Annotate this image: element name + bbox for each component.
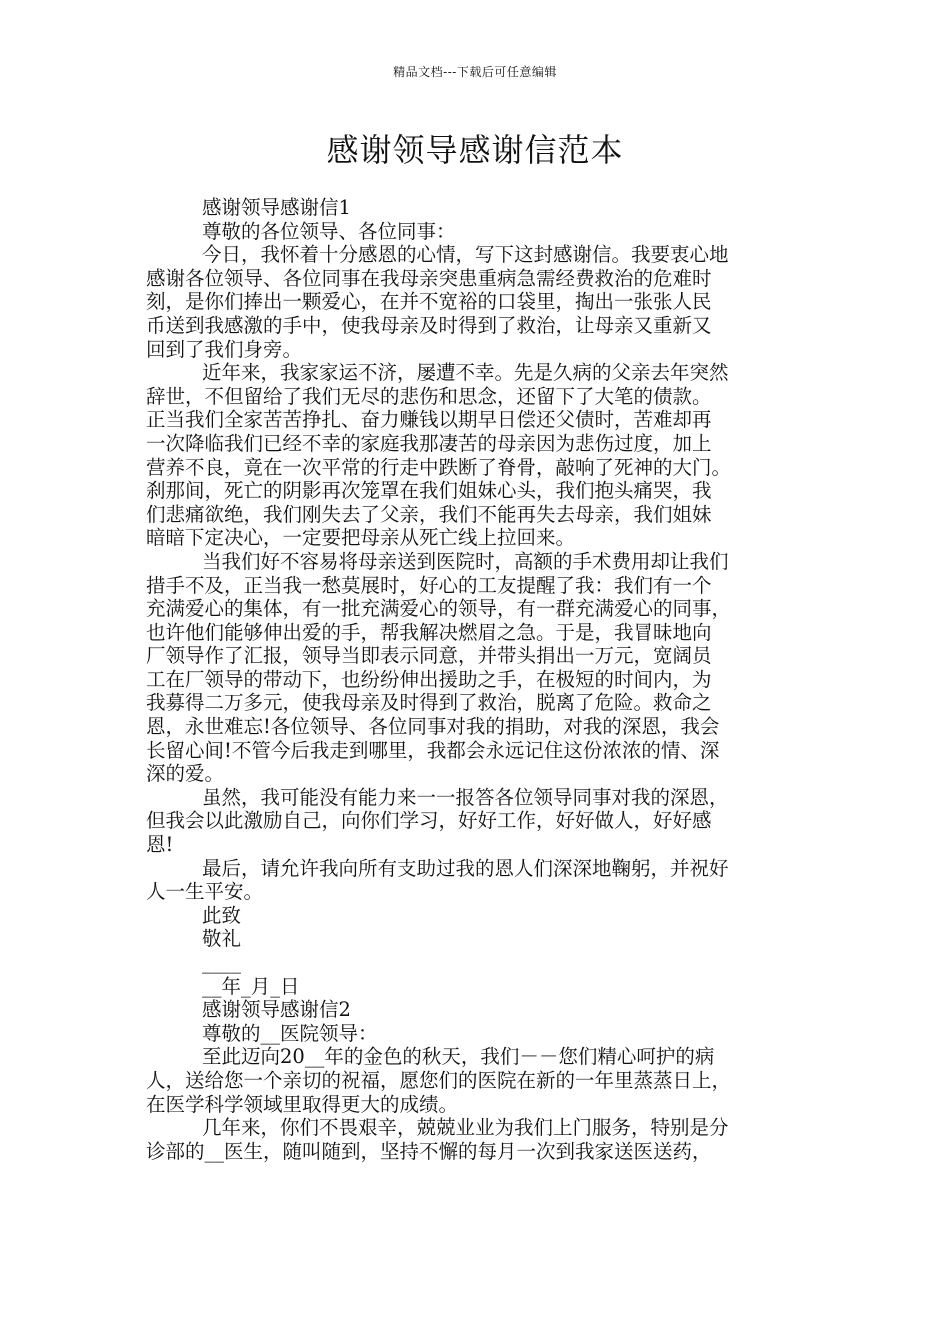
text-line: 恩! xyxy=(146,833,174,857)
text-line: 人一生平安。 xyxy=(146,880,264,904)
document-title: 感谢领导感谢信范本 xyxy=(326,131,624,169)
text-line: 感谢领导感谢信2 xyxy=(202,998,351,1022)
text-line: 当我们好不容易将母亲送到医院时，高额的手术费用却让我们 xyxy=(202,549,729,573)
text-line: 感谢各位领导、各位同事在我母亲突患重病急需经费救治的危难时 xyxy=(146,266,712,290)
text-line: 今日，我怀着十分感恩的心情，写下这封感谢信。我要衷心地 xyxy=(202,243,729,267)
text-line: 措手不及，正当我一愁莫展时，好心的工友提醒了我：我们有一个 xyxy=(146,573,712,597)
text-line: 一次降临我们已经不幸的家庭我那凄苦的母亲因为悲伤过度，加上 xyxy=(146,431,712,455)
text-line: 最后，请允许我向所有支助过我的恩人们深深地鞠躬，并祝好 xyxy=(202,856,729,880)
text-line: 虽然，我可能没有能力来一一报答各位领导同事对我的深恩， xyxy=(202,785,729,809)
text-line: 长留心间!不管今后我走到哪里，我都会永远记住这份浓浓的情、深 xyxy=(146,738,720,762)
text-line: ____ xyxy=(202,951,241,974)
text-line: 刹那间，死亡的阴影再次笼罩在我们姐妹心头，我们抱头痛哭，我 xyxy=(146,479,712,503)
text-line: 诊部的__医生，随叫随到，坚持不懈的每月一次到我家送医送药， xyxy=(146,1139,712,1163)
text-line: 币送到我感激的手中，使我母亲及时得到了救治，让母亲又重新又 xyxy=(146,313,712,337)
text-line: 们悲痛欲绝，我们刚失去了父亲，我们不能再失去母亲，我们姐妹 xyxy=(146,502,712,526)
text-line: 暗暗下定决心，一定要把母亲从死亡线上拉回来。 xyxy=(146,526,576,550)
text-line: 深的爱。 xyxy=(146,762,225,786)
text-line: 正当我们全家苦苦挣扎、奋力赚钱以期早日偿还父债时，苦难却再 xyxy=(146,408,712,432)
page-header: 精品文档---下载后可任意编辑 xyxy=(393,65,557,79)
text-line: 近年来，我家家运不济，屡遭不幸。先是久病的父亲去年突然 xyxy=(202,361,729,385)
text-line: 几年来，你们不畏艰辛，兢兢业业为我们上门服务，特别是分 xyxy=(202,1116,729,1140)
text-line: 敬礼 xyxy=(202,927,242,951)
text-line: 工在厂领导的带动下，也纷纷伸出援助之手，在极短的时间内，为 xyxy=(146,667,712,691)
text-line: 我募得二万多元，使我母亲及时得到了救治，脱离了危险。救命之 xyxy=(146,691,712,715)
document-body xyxy=(146,196,822,1163)
text-line: 充满爱心的集体，有一批充满爱心的领导，有一群充满爱心的同事， xyxy=(146,597,732,621)
text-line: 但我会以此激励自己，向你们学习，好好工作，好好做人，好好感 xyxy=(146,809,712,833)
text-line: 至此迈向20__年的金色的秋天，我们－－您们精心呵护的病 xyxy=(202,1045,715,1069)
text-line: 回到了我们身旁。 xyxy=(146,337,303,361)
text-line: __年_月_日 xyxy=(202,974,300,998)
text-line: 恩，永世难忘!各位领导、各位同事对我的捐助，对我的深恩，我会 xyxy=(146,715,720,739)
text-line: 在医学科学领域里取得更大的成绩。 xyxy=(146,1092,459,1116)
text-line: 辞世，不但留给了我们无尽的悲伤和思念，还留下了大笔的债款。 xyxy=(146,384,712,408)
text-line: 尊敬的各位领导、各位同事： xyxy=(202,219,456,243)
text-line: 人，送给您一个亲切的祝福，愿您们的医院在新的一年里蒸蒸日上， xyxy=(146,1068,732,1092)
text-line: 厂领导作了汇报，领导当即表示同意，并带头捐出一万元，宽阔员 xyxy=(146,644,712,668)
text-line: 此致 xyxy=(202,903,242,927)
text-line: 感谢领导感谢信1 xyxy=(202,196,351,219)
text-line: 刻，是你们捧出一颗爱心，在并不宽裕的口袋里，掏出一张张人民 xyxy=(146,290,712,314)
text-line: 也许他们能够伸出爱的手，帮我解决燃眉之急。于是，我冒昧地向 xyxy=(146,620,712,644)
text-line: 尊敬的__医院领导： xyxy=(202,1021,378,1045)
text-line: 营养不良，竟在一次平常的行走中跌断了脊骨，敲响了死神的大门。 xyxy=(146,455,732,479)
